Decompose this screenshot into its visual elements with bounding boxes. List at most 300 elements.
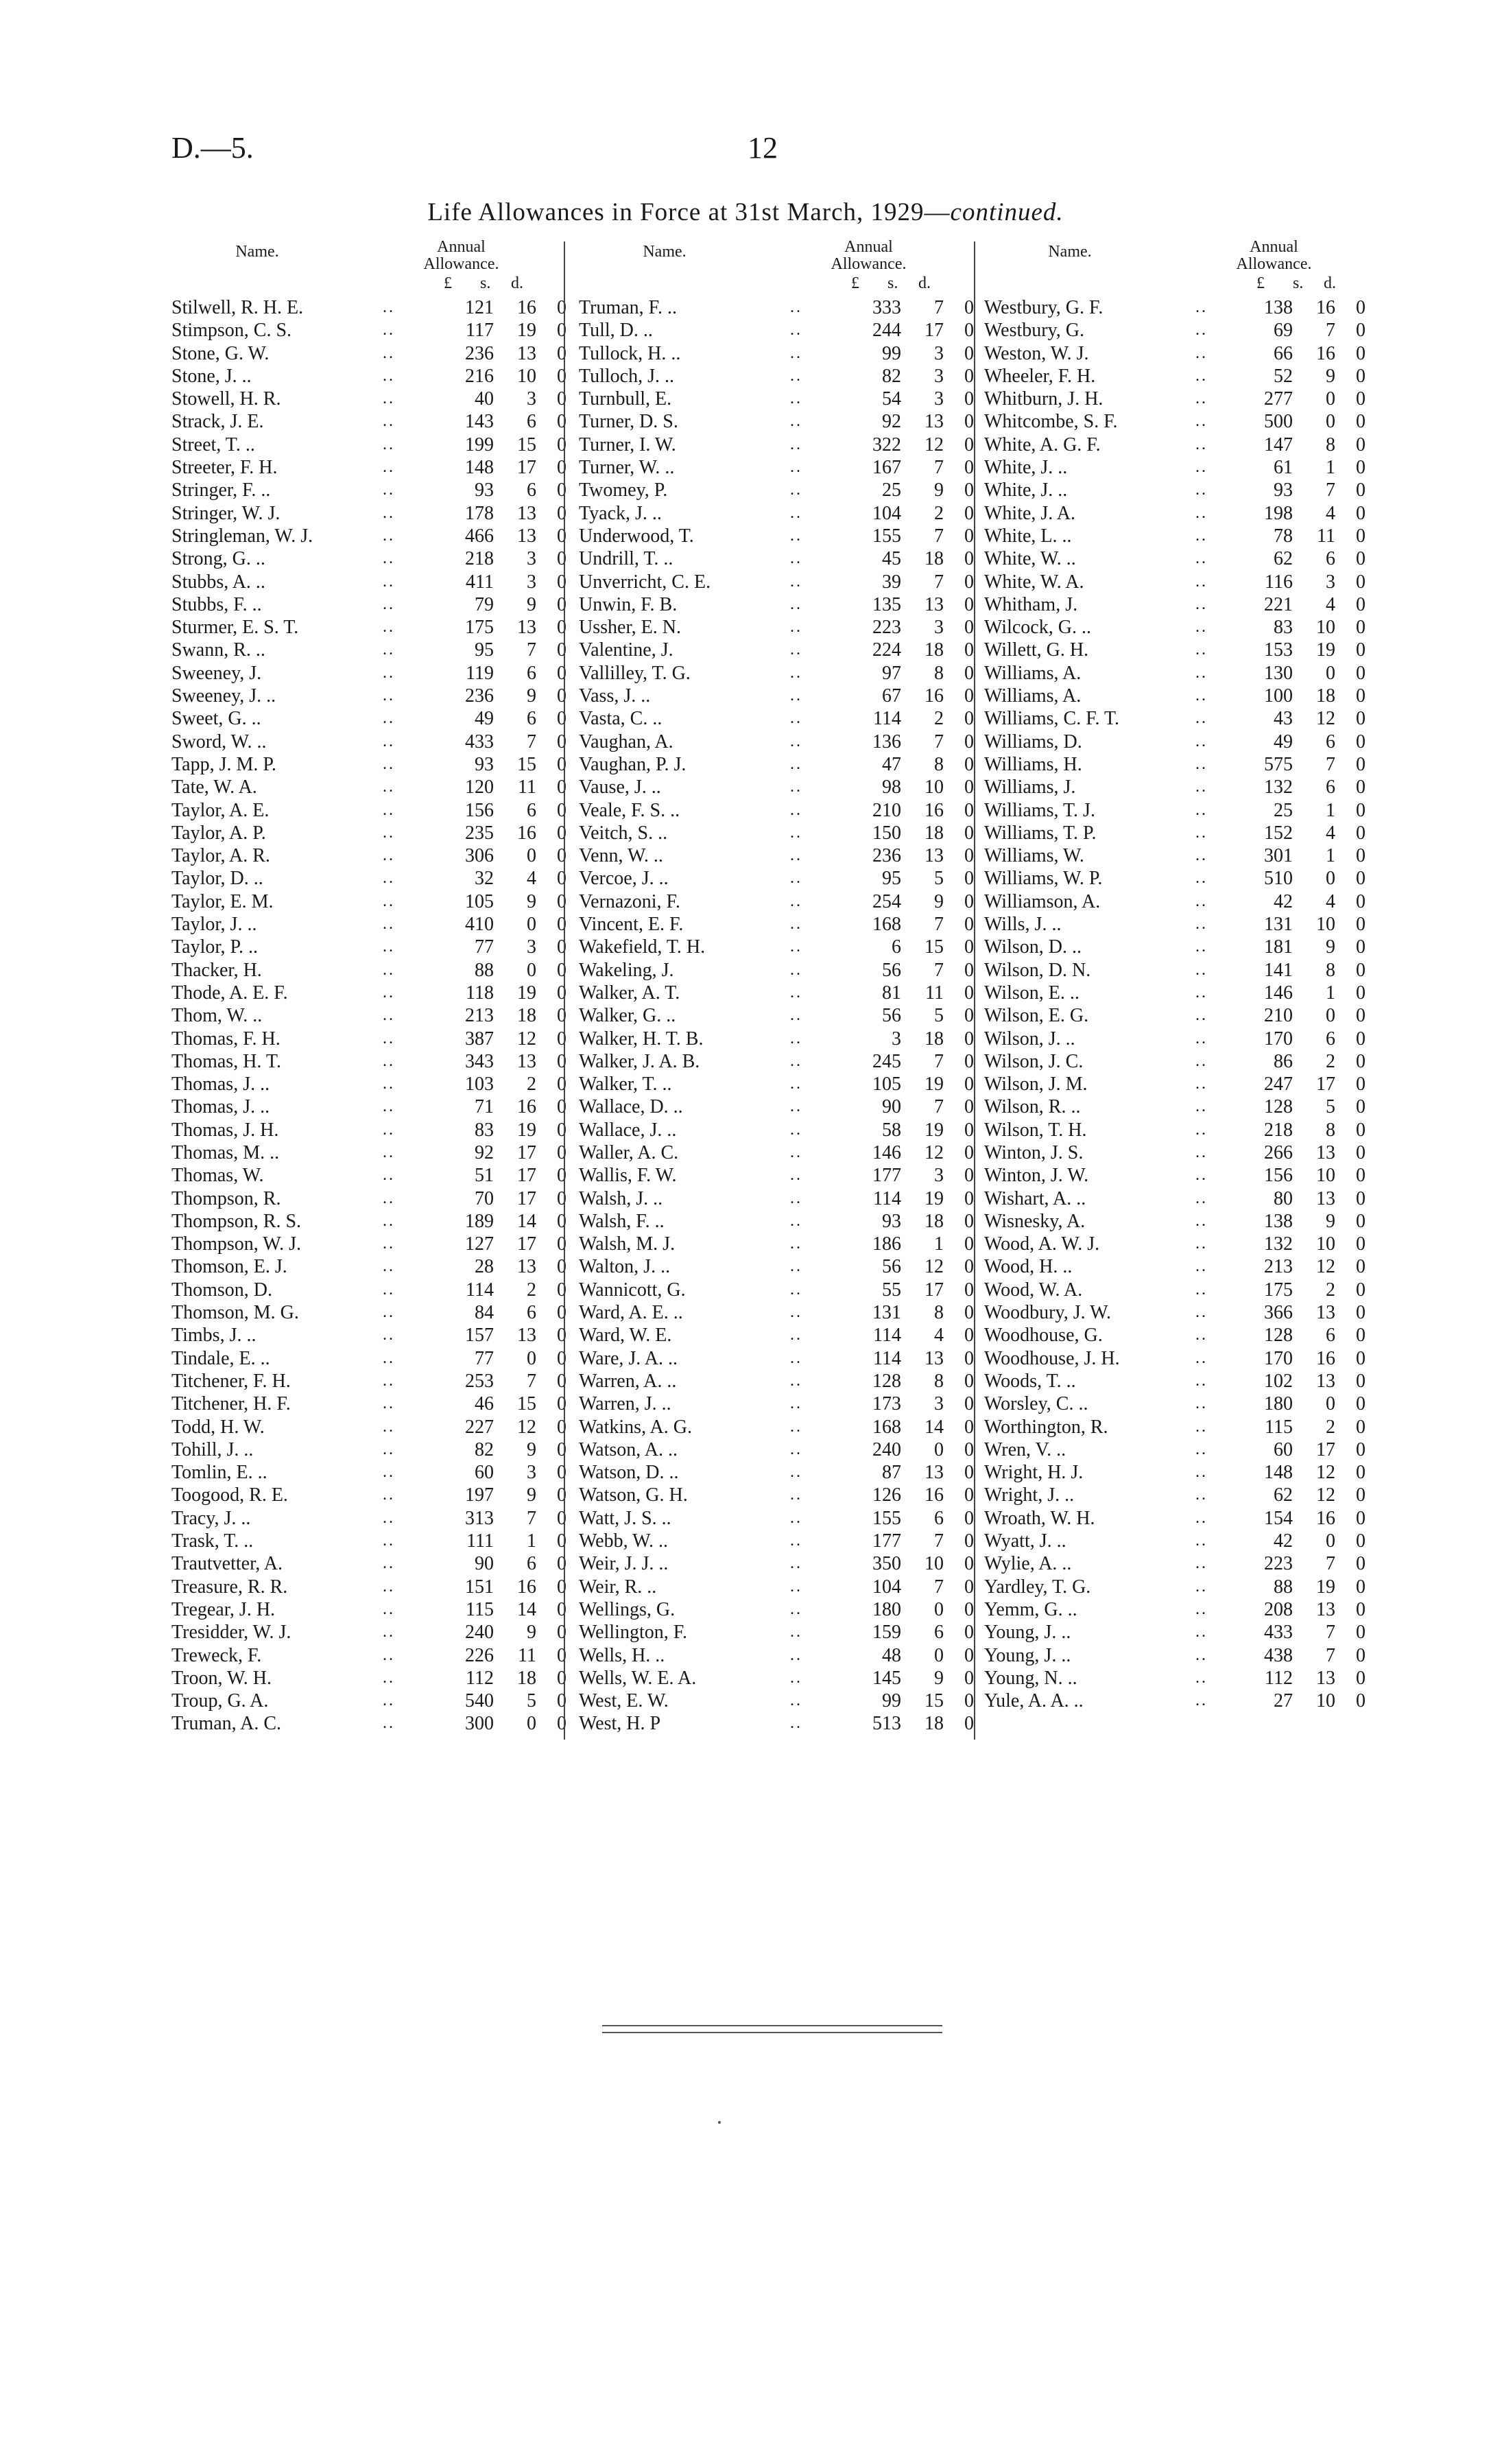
leader-dots: .. <box>383 1440 395 1458</box>
amount-shillings: 8 <box>1326 434 1335 455</box>
amount-shillings: 11 <box>518 777 536 798</box>
leader-dots: .. <box>790 1235 802 1253</box>
allowance-row <box>171 753 576 776</box>
amount-shillings: 9 <box>934 1667 944 1689</box>
amount-pence: 0 <box>557 411 566 433</box>
pensioner-name: Vass, J. .. <box>579 685 651 707</box>
amount-pounds: 77 <box>475 936 494 958</box>
leader-dots: .. <box>1195 1554 1208 1573</box>
amount-shillings: 16 <box>925 1484 944 1506</box>
amount-pence: 0 <box>964 1074 974 1095</box>
allowance-row <box>984 639 1375 661</box>
amount-pence: 0 <box>1356 1462 1365 1484</box>
amount-pence: 0 <box>1356 502 1365 524</box>
amount-pounds: 221 <box>1264 593 1293 615</box>
leader-dots: .. <box>790 595 802 613</box>
pensioner-name: Williams, A. <box>984 685 1082 707</box>
leader-dots: .. <box>383 1006 395 1025</box>
pensioner-name: Worthington, R. <box>984 1416 1108 1438</box>
amount-pounds: 95 <box>475 639 494 661</box>
allowance-row <box>171 799 576 822</box>
amount-pounds: 167 <box>872 457 901 479</box>
amount-shillings: 19 <box>517 982 536 1004</box>
pence-unit: d. <box>1324 274 1336 292</box>
allowance-header <box>805 239 932 273</box>
allowance-row <box>171 1141 576 1164</box>
leader-dots: .. <box>383 892 395 910</box>
pensioner-name: Thompson, R. <box>171 1187 281 1209</box>
allowance-header <box>398 239 525 273</box>
pensioner-name: Tapp, J. M. P. <box>171 753 276 775</box>
amount-pounds: 575 <box>1264 753 1293 775</box>
amount-shillings: 4 <box>934 1325 944 1347</box>
pensioner-name: Taylor, P. .. <box>171 936 259 958</box>
pensioner-name: Wroath, W. H. <box>984 1507 1095 1529</box>
amount-pounds: 223 <box>1264 1553 1293 1575</box>
leader-dots: .. <box>790 1623 802 1642</box>
amount-pence: 0 <box>1356 1187 1365 1209</box>
allowance-row <box>579 1004 983 1027</box>
amount-shillings: 6 <box>1326 1325 1335 1347</box>
amount-pence: 0 <box>557 1598 566 1620</box>
amount-pence: 0 <box>1356 1530 1365 1552</box>
leader-dots: .. <box>1195 823 1208 842</box>
amount-shillings: 2 <box>527 1279 536 1301</box>
amount-pounds: 103 <box>465 1074 494 1095</box>
amount-pence: 0 <box>964 1484 974 1506</box>
amount-shillings: 16 <box>517 1096 536 1118</box>
amount-pence: 0 <box>964 1050 974 1072</box>
amount-pence: 0 <box>557 1667 566 1689</box>
leader-dots: .. <box>790 915 802 934</box>
amount-pounds: 301 <box>1264 845 1293 867</box>
amount-pence: 0 <box>964 1576 974 1598</box>
allowance-row <box>579 913 983 936</box>
leader-dots: .. <box>790 298 802 316</box>
amount-pounds: 154 <box>1264 1507 1293 1529</box>
pensioner-name: Wright, H. J. <box>984 1462 1084 1484</box>
amount-pence: 0 <box>557 1210 566 1232</box>
pensioner-name: Williams, W. <box>984 845 1084 867</box>
allowance-row <box>171 1233 576 1255</box>
amount-pence: 0 <box>964 845 974 867</box>
allowance-row <box>984 890 1375 913</box>
amount-shillings: 0 <box>1326 1530 1335 1552</box>
amount-shillings: 2 <box>934 708 944 730</box>
amount-pence: 0 <box>557 1256 566 1278</box>
amount-pence: 0 <box>1356 617 1365 639</box>
leader-dots: .. <box>1195 1463 1208 1482</box>
allowance-row <box>579 296 983 319</box>
allowance-row <box>984 479 1375 501</box>
amount-pounds: 236 <box>465 342 494 364</box>
amount-pence: 0 <box>964 593 974 615</box>
amount-shillings: 3 <box>527 571 536 593</box>
amount-pence: 0 <box>557 593 566 615</box>
leader-dots: .. <box>790 1280 802 1299</box>
pensioner-name: Vernazoni, F. <box>579 890 680 912</box>
amount-pence: 0 <box>964 457 974 479</box>
amount-pounds: 366 <box>1264 1302 1293 1324</box>
leader-dots: .. <box>790 321 802 340</box>
amount-shillings: 0 <box>934 1438 944 1460</box>
pensioner-name: Walker, H. T. B. <box>579 1028 704 1050</box>
amount-pence: 0 <box>964 639 974 661</box>
leader-dots: .. <box>1195 526 1208 545</box>
allowance-row <box>171 456 576 479</box>
allowance-row <box>984 593 1375 616</box>
allowance-row <box>579 959 983 982</box>
amount-pence: 0 <box>557 1644 566 1666</box>
allowance-row <box>171 1484 576 1506</box>
amount-pence: 0 <box>964 1210 974 1232</box>
amount-pence: 0 <box>557 1438 566 1460</box>
amount-shillings: 11 <box>1317 525 1335 547</box>
amount-pence: 0 <box>557 1119 566 1141</box>
leader-dots: .. <box>1195 390 1208 408</box>
leader-dots: .. <box>383 869 395 888</box>
pensioner-name: Watt, J. S. .. <box>579 1507 671 1529</box>
amount-pounds: 313 <box>465 1507 494 1529</box>
amount-pounds: 189 <box>465 1210 494 1232</box>
leader-dots: .. <box>790 1692 802 1710</box>
pensioner-name: Treweck, F. <box>171 1644 262 1666</box>
leader-dots: .. <box>1195 687 1208 705</box>
amount-pence: 0 <box>1356 1028 1365 1050</box>
allowance-row <box>984 1621 1375 1644</box>
allowance-row <box>579 1095 983 1118</box>
column-divider <box>974 241 975 1740</box>
allowance-row <box>171 1004 576 1027</box>
amount-shillings: 12 <box>517 1028 536 1050</box>
amount-pence: 0 <box>964 868 974 890</box>
leader-dots: .. <box>1195 1098 1208 1116</box>
amount-shillings: 17 <box>517 1187 536 1209</box>
allowance-row <box>984 525 1375 547</box>
pensioner-name: Tresidder, W. J. <box>171 1622 291 1644</box>
printer-mark <box>718 2121 721 2124</box>
pensioner-name: Tullock, H. .. <box>579 342 681 364</box>
allowance-row <box>171 388 576 410</box>
allowance-row <box>579 547 983 570</box>
amount-pounds: 213 <box>465 1005 494 1027</box>
allowance-row <box>579 1347 983 1370</box>
pensioner-name: Streeter, F. H. <box>171 457 278 479</box>
pensioner-name: Wallace, D. .. <box>579 1096 683 1118</box>
allowance-row <box>171 525 576 547</box>
leader-dots: .. <box>383 1532 395 1550</box>
amount-pence: 0 <box>557 1553 566 1575</box>
amount-shillings: 6 <box>1326 548 1335 570</box>
pensioner-name: Warren, J. .. <box>579 1393 671 1415</box>
amount-pence: 0 <box>557 548 566 570</box>
amount-pence: 0 <box>1356 914 1365 936</box>
amount-pence: 0 <box>1356 1644 1365 1666</box>
amount-shillings: 7 <box>527 1507 536 1529</box>
leader-dots: .. <box>1195 1006 1208 1025</box>
leader-dots: .. <box>790 938 802 956</box>
pensioner-name: Wilson, E. .. <box>984 982 1080 1004</box>
pensioner-name: Wakefield, T. H. <box>579 936 706 958</box>
amount-shillings: 15 <box>925 1690 944 1712</box>
amount-pence: 0 <box>964 1416 974 1438</box>
amount-pounds: 119 <box>466 662 494 684</box>
leader-dots: .. <box>1195 1600 1208 1618</box>
leader-dots: .. <box>790 823 802 842</box>
amount-shillings: 17 <box>517 457 536 479</box>
amount-pounds: 197 <box>465 1484 494 1506</box>
allowance-row <box>171 1621 576 1644</box>
leader-dots: .. <box>1195 869 1208 888</box>
allowance-row <box>171 547 576 570</box>
allowance-row <box>984 1187 1375 1210</box>
amount-pence: 0 <box>1356 685 1365 707</box>
allowance-row <box>579 1438 983 1461</box>
amount-shillings: 15 <box>517 1393 536 1415</box>
amount-pounds: 115 <box>1265 1416 1293 1438</box>
leader-dots: .. <box>1195 755 1208 773</box>
leader-dots: .. <box>383 1303 395 1322</box>
pensioner-name: Valentine, J. <box>579 639 673 661</box>
allowance-row <box>579 1598 983 1621</box>
leader-dots: .. <box>383 1692 395 1710</box>
leader-dots: .. <box>383 572 395 591</box>
amount-pounds: 6 <box>892 936 901 958</box>
leader-dots: .. <box>790 1098 802 1116</box>
amount-pence: 0 <box>557 1233 566 1255</box>
allowance-row <box>171 1119 576 1141</box>
amount-pounds: 46 <box>475 1393 494 1415</box>
amount-shillings: 7 <box>934 525 944 547</box>
allowance-row <box>171 1507 576 1530</box>
amount-shillings: 15 <box>517 434 536 455</box>
leader-dots: .. <box>383 1211 395 1230</box>
allowance-row <box>579 365 983 388</box>
pensioner-name: Tulloch, J. .. <box>579 365 675 387</box>
pensioner-name: Whitburn, J. H. <box>984 388 1104 410</box>
leader-dots: .. <box>1195 1029 1208 1047</box>
amount-pounds: 159 <box>872 1622 901 1644</box>
leader-dots: .. <box>383 481 395 499</box>
allowance-column-3 <box>984 239 1375 1712</box>
amount-shillings: 7 <box>934 731 944 753</box>
allowance-row <box>579 571 983 593</box>
amount-pounds: 52 <box>1274 365 1293 387</box>
amount-pounds: 25 <box>882 479 901 501</box>
amount-pounds: 99 <box>882 342 901 364</box>
pensioner-name: Veale, F. S. .. <box>579 799 680 821</box>
amount-pence: 0 <box>557 822 566 844</box>
amount-pounds: 114 <box>873 708 901 730</box>
leader-dots: .. <box>790 1211 802 1230</box>
leader-dots: .. <box>383 1714 395 1733</box>
pensioner-name: Willett, G. H. <box>984 639 1089 661</box>
allowance-row <box>984 365 1375 388</box>
amount-pence: 0 <box>964 1256 974 1278</box>
amount-pence: 0 <box>1356 890 1365 912</box>
amount-shillings: 16 <box>1316 297 1335 318</box>
pensioner-name: Thompson, W. J. <box>171 1233 302 1255</box>
amount-pence: 0 <box>964 1279 974 1301</box>
pensioner-name: Wannicott, G. <box>579 1279 686 1301</box>
amount-pounds: 147 <box>1264 434 1293 455</box>
amount-pounds: 82 <box>882 365 901 387</box>
amount-pounds: 45 <box>882 548 901 570</box>
allowance-row <box>579 1690 983 1712</box>
amount-pence: 0 <box>557 1347 566 1369</box>
allowance-row <box>171 1690 576 1712</box>
amount-pence: 0 <box>1356 297 1365 318</box>
title-continued: continued. <box>950 198 1064 226</box>
pensioner-name: Wells, H. .. <box>579 1644 665 1666</box>
amount-shillings: 7 <box>934 1050 944 1072</box>
amount-shillings: 0 <box>527 959 536 981</box>
allowance-row <box>579 1028 983 1050</box>
amount-pounds: 3 <box>892 1028 901 1050</box>
pensioner-name: Vallilley, T. G. <box>579 662 691 684</box>
allowance-row <box>579 1461 983 1484</box>
amount-pounds: 48 <box>882 1644 901 1666</box>
amount-pence: 0 <box>964 1187 974 1209</box>
allowance-row <box>171 1530 576 1552</box>
amount-pounds: 56 <box>882 1256 901 1278</box>
leader-dots: .. <box>1195 1692 1208 1710</box>
allowance-row <box>984 1095 1375 1118</box>
pensioner-name: Thomas, M. .. <box>171 1141 280 1163</box>
pensioner-name: Timbs, J. .. <box>171 1325 257 1347</box>
amount-pounds: 104 <box>872 502 901 524</box>
amount-shillings: 12 <box>925 1256 944 1278</box>
pensioner-name: Sweet, G. .. <box>171 708 261 730</box>
pensioner-name: Walker, A. T. <box>579 982 680 1004</box>
amount-shillings: 9 <box>934 479 944 501</box>
pensioner-name: Undrill, T. .. <box>579 548 673 570</box>
leader-dots: .. <box>1195 298 1208 316</box>
amount-pence: 0 <box>1356 388 1365 410</box>
leader-dots: .. <box>1195 1235 1208 1253</box>
amount-shillings: 6 <box>1326 731 1335 753</box>
leader-dots: .. <box>383 549 395 568</box>
allowance-row <box>984 571 1375 593</box>
leader-dots: .. <box>383 801 395 819</box>
amount-shillings: 10 <box>925 777 944 798</box>
pensioner-name: Unwin, F. B. <box>579 593 678 615</box>
allowance-row <box>984 1255 1375 1278</box>
pensioner-name: Turner, W. .. <box>579 457 675 479</box>
amount-shillings: 6 <box>1326 1028 1335 1050</box>
leader-dots: .. <box>1195 1280 1208 1299</box>
amount-shillings: 0 <box>1326 868 1335 890</box>
amount-pounds: 112 <box>466 1667 494 1689</box>
allowance-row <box>579 525 983 547</box>
amount-pence: 0 <box>1356 479 1365 501</box>
allowance-row <box>579 593 983 616</box>
amount-pence: 0 <box>964 1462 974 1484</box>
amount-pounds: 180 <box>1264 1393 1293 1415</box>
amount-pounds: 156 <box>465 799 494 821</box>
amount-pence: 0 <box>964 1141 974 1163</box>
amount-pounds: 128 <box>1264 1325 1293 1347</box>
pensioner-name: Stubbs, F. .. <box>171 593 262 615</box>
pensioner-name: Williams, W. P. <box>984 868 1103 890</box>
amount-pence: 0 <box>557 1028 566 1050</box>
pensioner-name: Troon, W. H. <box>171 1667 272 1689</box>
amount-shillings: 11 <box>925 982 944 1004</box>
amount-shillings: 19 <box>1316 639 1335 661</box>
leader-dots: .. <box>790 1143 802 1161</box>
amount-pounds: 62 <box>1274 1484 1293 1506</box>
amount-shillings: 3 <box>934 388 944 410</box>
pensioner-name: Wylie, A. .. <box>984 1553 1072 1575</box>
leader-dots: .. <box>790 1349 802 1367</box>
amount-pounds: 55 <box>882 1279 901 1301</box>
amount-shillings: 6 <box>527 799 536 821</box>
allowance-row <box>984 822 1375 844</box>
amount-pence: 0 <box>964 411 974 433</box>
allowance-row <box>984 1073 1375 1095</box>
amount-pounds: 411 <box>466 571 494 593</box>
allowance-row <box>579 639 983 661</box>
pensioner-name: Stimpson, C. S. <box>171 320 292 342</box>
leader-dots: .. <box>383 1029 395 1047</box>
leader-dots: .. <box>383 778 395 796</box>
pensioner-name: Thode, A. E. F. <box>171 982 288 1004</box>
amount-pounds: 244 <box>872 320 901 342</box>
leader-dots: .. <box>790 801 802 819</box>
pensioner-name: Whitcombe, S. F. <box>984 411 1118 433</box>
pensioner-name: White, A. G. F. <box>984 434 1101 455</box>
amount-pounds: 175 <box>1264 1279 1293 1301</box>
amount-pence: 0 <box>1356 1598 1365 1620</box>
leader-dots: .. <box>1195 1120 1208 1139</box>
pensioner-name: Walker, G. .. <box>579 1005 676 1027</box>
amount-pence: 0 <box>1356 1165 1365 1187</box>
amount-pence: 0 <box>1356 548 1365 570</box>
amount-pounds: 155 <box>872 525 901 547</box>
leader-dots: .. <box>790 458 802 477</box>
pence-unit: d. <box>511 274 523 292</box>
pensioner-name: Westbury, G. <box>984 320 1085 342</box>
amount-pounds: 173 <box>872 1393 901 1415</box>
leader-dots: .. <box>790 663 802 682</box>
pensioner-name: Woods, T. .. <box>984 1370 1076 1392</box>
leader-dots: .. <box>383 1508 395 1527</box>
leader-dots: .. <box>1195 1440 1208 1458</box>
amount-pounds: 49 <box>475 708 494 730</box>
amount-pounds: 58 <box>882 1119 901 1141</box>
pensioner-name: Tregear, J. H. <box>171 1598 276 1620</box>
amount-pounds: 168 <box>872 1416 901 1438</box>
amount-pence: 0 <box>1356 411 1365 433</box>
allowance-header-line1: Annual <box>844 238 893 256</box>
pensioner-name: Tate, W. A. <box>171 777 257 798</box>
amount-pence: 0 <box>557 388 566 410</box>
amount-pounds: 157 <box>465 1325 494 1347</box>
pensioner-name: Wills, J. .. <box>984 914 1062 936</box>
amount-pounds: 70 <box>475 1187 494 1209</box>
leader-dots: .. <box>790 1052 802 1070</box>
amount-shillings: 2 <box>1326 1050 1335 1072</box>
amount-pounds: 88 <box>475 959 494 981</box>
amount-shillings: 7 <box>934 1096 944 1118</box>
allowance-row <box>984 1164 1375 1187</box>
amount-shillings: 13 <box>1316 1667 1335 1689</box>
pensioner-name: Westbury, G. F. <box>984 297 1104 318</box>
allowance-row <box>171 1667 576 1690</box>
amount-pounds: 105 <box>872 1074 901 1095</box>
allowance-row <box>171 776 576 798</box>
allowance-row <box>984 1119 1375 1141</box>
